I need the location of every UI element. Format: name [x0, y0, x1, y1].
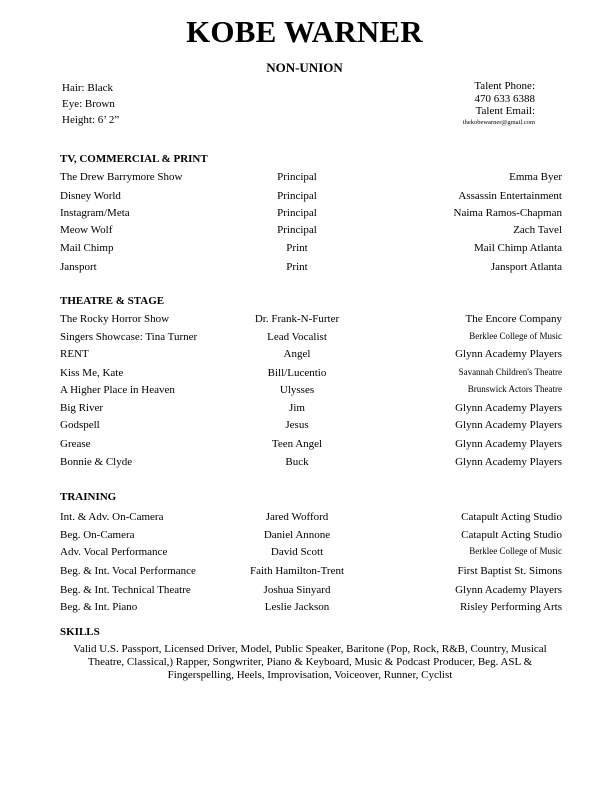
credit-project: Big River	[60, 402, 104, 414]
training-course: Beg. On-Camera	[60, 529, 135, 541]
training-instructor: Jared Wofford	[265, 511, 329, 523]
table-row	[60, 313, 562, 327]
credit-project: Jansport	[60, 261, 97, 273]
table-row	[60, 529, 562, 543]
table-row	[60, 419, 562, 433]
credit-project: Bonnie & Clyde	[60, 456, 133, 468]
skills-text: Valid U.S. Passport, Licensed Driver, Model, Public Speaker, Baritone (Pop, Rock, R&B, Country, Musical Theatre, Classical,) Rapper, Songwriter, Piano & Keyboard, Music & Podcast Producer, Beg. ASL & Fingerspelling, Heels, Improvisation, Voiceover, Runner, Cyclist	[73, 643, 547, 681]
credit-role: Bill/Lucentio	[267, 367, 327, 379]
training-instructor: Daniel Annone	[263, 529, 331, 541]
credit-project: A Higher Place in Heaven	[60, 384, 175, 396]
credit-project: Disney World	[60, 190, 121, 202]
credit-role: Teen Angel	[271, 438, 323, 450]
credit-company: Assassin Entertainment	[458, 190, 562, 202]
credit-company: Glynn Academy Players	[455, 438, 562, 450]
credit-role: Principal	[277, 171, 317, 183]
credit-project: Mail Chimp	[60, 242, 114, 254]
training-instructor: Leslie Jackson	[264, 601, 330, 613]
eye-color: Eye: Brown	[62, 98, 115, 110]
training-course: Int. & Adv. On-Camera	[60, 511, 164, 523]
credit-company: Berklee College of Music	[469, 331, 562, 341]
credit-role: Angel	[283, 348, 311, 360]
training-course: Beg. & Int. Piano	[60, 601, 138, 613]
credit-project: The Rocky Horror Show	[60, 313, 170, 325]
credit-role: Dr. Frank-N-Furter	[254, 313, 340, 325]
email-label: Talent Email:	[475, 105, 535, 117]
table-row	[60, 402, 562, 416]
credit-project: Instagram/Meta	[60, 207, 130, 219]
table-row	[60, 584, 562, 598]
credit-role: Print	[286, 261, 308, 273]
credit-project: Singers Showcase: Tina Turner	[60, 331, 198, 343]
table-row	[60, 224, 562, 238]
table-row	[60, 261, 562, 275]
credit-company: Mail Chimp Atlanta	[474, 242, 562, 254]
credit-project: Grease	[60, 438, 91, 450]
table-row	[60, 546, 562, 560]
table-row	[60, 331, 562, 345]
training-instructor: Faith Hamilton-Trent	[249, 565, 345, 577]
height: Height: 6’ 2”	[62, 114, 120, 126]
credit-project: Kiss Me, Kate	[60, 367, 124, 379]
credit-role: Lead Vocalist	[267, 331, 327, 343]
credit-company: Jansport Atlanta	[490, 261, 562, 273]
table-row	[60, 565, 562, 579]
training-school: Glynn Academy Players	[455, 584, 562, 596]
table-row	[60, 384, 562, 398]
training-school: First Baptist St. Simons	[457, 565, 562, 577]
training-school: Risley Performing Arts	[459, 601, 562, 613]
table-row	[60, 511, 562, 525]
section-title-theatre: THEATRE & STAGE	[60, 295, 165, 307]
training-course: Adv. Vocal Performance	[60, 546, 168, 558]
credit-company: Brunswick Actors Theatre	[467, 384, 562, 394]
table-row	[60, 438, 562, 452]
credit-project: Meow Wolf	[60, 224, 113, 236]
section-title-training: TRAINING	[60, 491, 117, 503]
credit-project: Godspell	[60, 419, 100, 431]
training-school: Berklee College of Music	[469, 546, 562, 556]
hair-color: Hair: Black	[62, 82, 114, 94]
contact-info	[463, 80, 535, 127]
credit-company: Zach Tavel	[513, 224, 562, 236]
credit-role: Ulysses	[279, 384, 315, 396]
credit-company: The Encore Company	[465, 313, 562, 325]
email-address: thekobewarner@gmail.com	[462, 118, 535, 126]
table-row	[60, 207, 562, 221]
union-status: NON-UNION	[266, 60, 343, 75]
credit-role: Jim	[289, 402, 305, 414]
table-row	[60, 367, 562, 381]
credit-company: Emma Byer	[509, 171, 562, 183]
phone-label: Talent Phone:	[474, 80, 535, 92]
table-row	[60, 348, 562, 362]
credit-company: Glynn Academy Players	[455, 456, 562, 468]
credit-project: The Drew Barrymore Show	[60, 171, 183, 183]
table-row	[60, 242, 562, 256]
table-row	[60, 190, 562, 204]
credit-role: Principal	[277, 224, 317, 236]
training-course: Beg. & Int. Technical Theatre	[60, 584, 191, 596]
credit-company: Naima Ramos-Chapman	[453, 207, 562, 219]
credit-role: Buck	[285, 456, 309, 468]
training-school: Catapult Acting Studio	[461, 529, 562, 541]
credit-project: RENT	[60, 348, 89, 360]
physical-info	[62, 80, 119, 128]
section-title-skills: SKILLS	[60, 626, 100, 638]
credit-company: Glynn Academy Players	[455, 402, 562, 414]
training-course: Beg. & Int. Vocal Performance	[60, 565, 196, 577]
credit-company: Glynn Academy Players	[455, 348, 562, 360]
phone-number: 470 633 6388	[474, 92, 535, 105]
credit-company: Glynn Academy Players	[455, 419, 562, 431]
table-row	[60, 601, 562, 615]
credit-company: Savannah Children's Theatre	[458, 367, 562, 377]
table-row	[60, 456, 562, 470]
table-row	[60, 171, 562, 185]
credit-role: Jesus	[285, 419, 309, 431]
credit-role: Print	[286, 242, 308, 254]
resume-name: KOBE WARNER	[186, 14, 423, 49]
training-instructor: David Scott	[270, 546, 324, 558]
section-title-tv: TV, COMMERCIAL & PRINT	[60, 153, 208, 165]
credit-role: Principal	[277, 190, 317, 202]
training-school: Catapult Acting Studio	[461, 511, 562, 523]
training-instructor: Joshua Sinyard	[263, 584, 331, 596]
credit-role: Principal	[277, 207, 317, 219]
